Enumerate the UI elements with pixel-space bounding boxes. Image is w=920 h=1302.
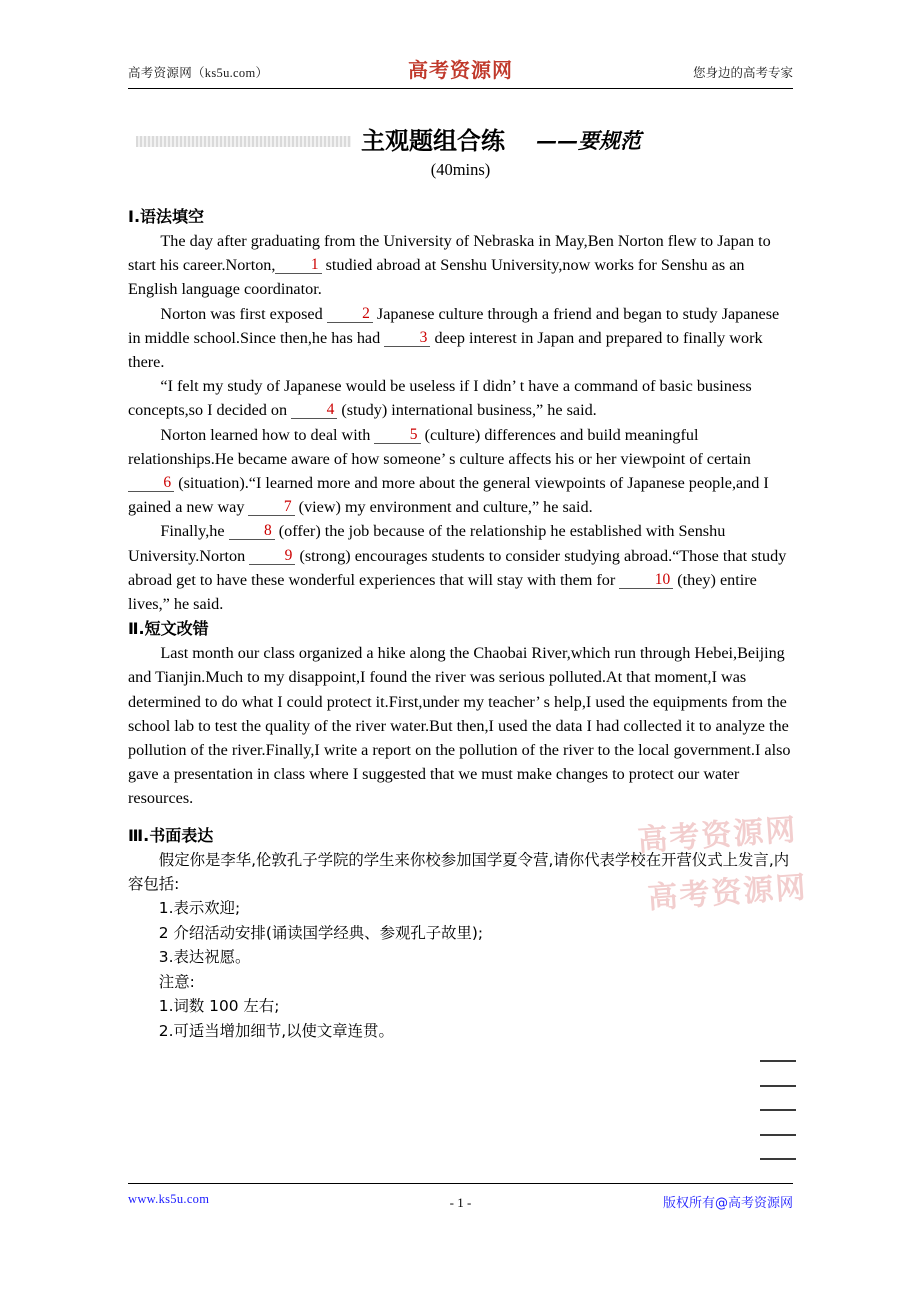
- page-header: [128, 55, 793, 95]
- answer-line: [760, 1158, 796, 1160]
- writing-requirement: 1.表示欢迎;: [158, 899, 241, 918]
- answer-blank-3[interactable]: 3: [384, 329, 430, 347]
- section-spacer: [128, 811, 793, 825]
- section-heading-writing: Ⅲ.书面表达: [128, 825, 214, 845]
- answer-blank-8[interactable]: 8: [229, 522, 275, 540]
- grammar-paragraph: Norton was first exposed 2 Japanese culture through a friend and began to study Japanese in middle school.Since then,he has had 3 deep interest in Japan and prepared to finally work there.: [128, 304, 780, 372]
- answer-writing-lines: [760, 1060, 796, 1183]
- writing-prompt: 假定你是李华,伦敦孔子学院的学生来你校参加国学夏令营,请你代表学校在开营仪式上发言,内容包括:: [128, 850, 790, 894]
- page-footer: [128, 1192, 793, 1214]
- proofreading-passage: Last month our class organized a hike along the Chaobai River,which run through Hebei,Beijing and Tianjin.Much to my disappoint,I found the river was serious polluted.At that moment,I was determined to do what I could protect it.First,under my teacher’ s help,I used the equipments from the school lab to test the quality of the river water.But then,I used the data I had collected it to analyze the pollution of the river.Finally,I write a report on the pollution of the river to the local government.I also gave a presentation in class where I suggested that we must make changes to protect our water resources.: [128, 644, 791, 808]
- page-subtitle: ——要规范: [536, 128, 641, 153]
- header-site-name: 高考资源网（ks5u.com）: [128, 66, 269, 80]
- answer-blank-1[interactable]: 1: [275, 256, 321, 274]
- header-divider: [128, 88, 793, 89]
- header-tagline: 您身边的高考专家: [692, 66, 793, 80]
- section-heading-grammar: Ⅰ.语法填空: [128, 207, 205, 226]
- answer-line: [760, 1085, 796, 1087]
- watermark-line-1: 高考资源网: [636, 812, 799, 859]
- page-title: 主观题组合练: [361, 127, 505, 155]
- section-heading-proofreading: Ⅱ.短文改错: [128, 619, 209, 639]
- answer-blank-9[interactable]: 9: [249, 547, 295, 565]
- footer-divider: [128, 1183, 793, 1184]
- watermark-line-2: 高考资源网: [646, 870, 809, 917]
- writing-notes-label: 注意:: [158, 972, 195, 991]
- answer-line: [760, 1134, 796, 1136]
- answer-blank-4[interactable]: 4: [291, 401, 337, 419]
- writing-requirement: 2 介绍活动安排(诵读国学经典、参观孔子故里);: [158, 923, 484, 942]
- answer-blank-5[interactable]: 5: [374, 426, 420, 444]
- time-limit: (40mins): [430, 160, 491, 179]
- header-logo: 高考资源网: [408, 58, 513, 82]
- footer-copyright: 版权所有@高考资源网: [662, 1196, 793, 1211]
- section-body-grammar: [128, 229, 793, 616]
- grammar-paragraph: “I felt my study of Japanese would be useless if I didn’ t have a command of basic business concepts,so I decided on 4 (study) international business,” he said.: [128, 377, 752, 420]
- answer-line: [760, 1060, 796, 1062]
- grammar-paragraph: Norton learned how to deal with 5 (culture) differences and build meaningful relationships.He became aware of how someone’ s culture affects his or her viewpoint of certain 6 (situation).“I learned more and more about the general viewpoints of Japanese people,and I gained a new way 7 (view) my environment and culture,” he said.: [128, 425, 769, 517]
- writing-requirement: 3.表达祝愿。: [158, 948, 251, 967]
- answer-line: [760, 1109, 796, 1111]
- writing-note: 2.可适当增加细节,以使文章连贯。: [158, 1021, 394, 1040]
- document-title-row: [128, 124, 793, 158]
- writing-note: 1.词数 100 左右;: [158, 997, 280, 1016]
- answer-blank-6[interactable]: 6: [128, 474, 174, 492]
- answer-blank-7[interactable]: 7: [248, 498, 294, 516]
- grammar-paragraph: Finally,he 8 (offer) the job because of the relationship he established with Senshu University.Norton 9 (strong) encourages students to consider studying abroad.“Those that study abroad get to have these wonderful experiences that will stay with them for 10 (they) entire lives,” he said.: [128, 522, 787, 614]
- document-content: [128, 206, 793, 1043]
- title-decoration-bar: [136, 136, 351, 147]
- grammar-paragraph: The day after graduating from the University of Nebraska in May,Ben Norton flew to Japan to start his career.Norton, 1 studied abroad at Senshu University,now works for Senshu as an English language coordinator.: [128, 232, 771, 299]
- answer-blank-2[interactable]: 2: [327, 305, 373, 323]
- footer-website-link[interactable]: www.ks5u.com: [128, 1192, 210, 1206]
- footer-page-number: - 1 -: [449, 1195, 472, 1210]
- answer-blank-10[interactable]: 10: [619, 571, 673, 589]
